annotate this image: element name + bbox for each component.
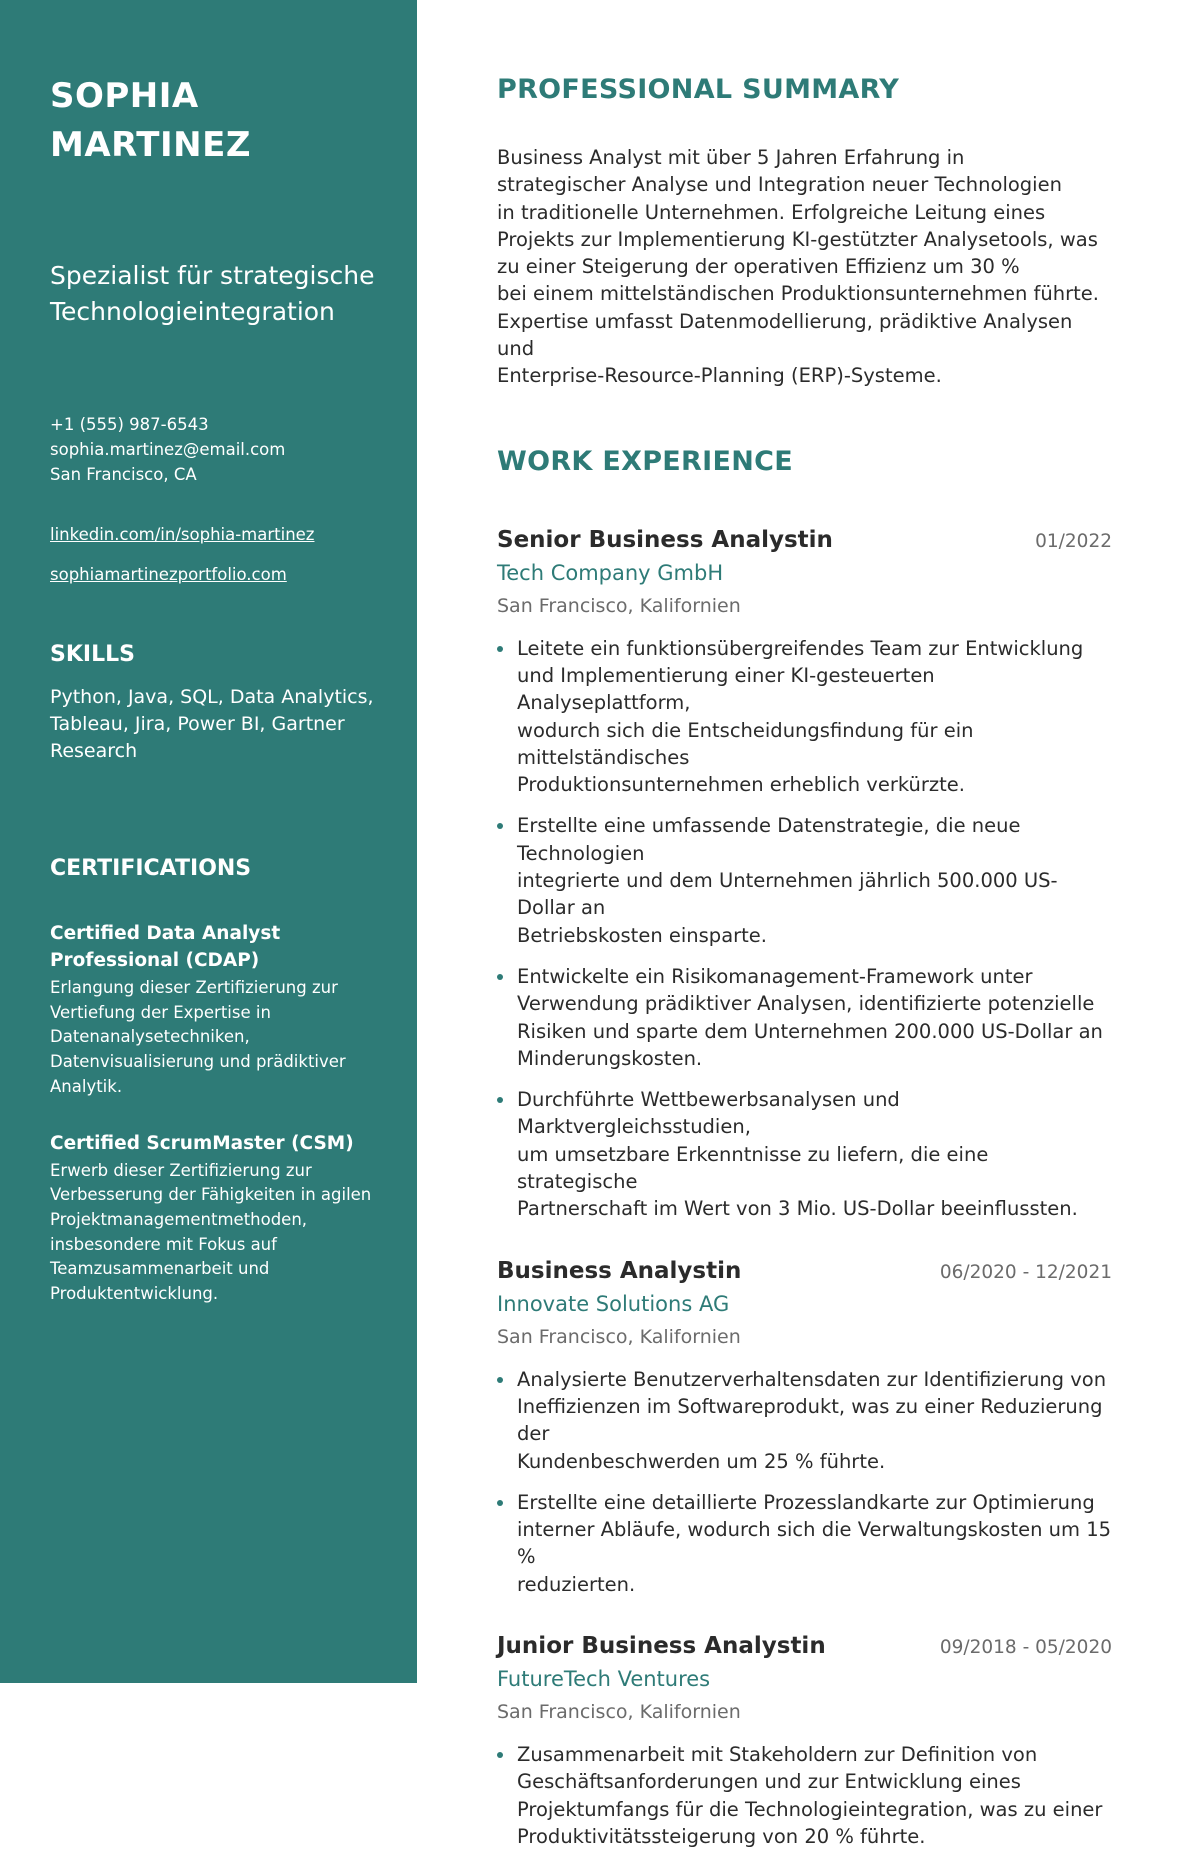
bullet-dot-icon xyxy=(497,823,503,829)
bullet-text: Zusammenarbeit mit Stakeholdern zur Definition von Geschäftsanforderungen und zur Entwicklung eines Projektumfangs für die Technologieintegration, was zu einer Produktivitätssteigerung von 20 % führte. xyxy=(517,1742,1103,1848)
portfolio-link[interactable]: sophiamartinezportfolio.com xyxy=(50,565,287,584)
job-entry xyxy=(497,524,1112,1223)
job-header xyxy=(497,1255,1112,1287)
skills-list: Python, Java, SQL, Data Analytics, Tableau, Jira, Power BI, Gartner Research xyxy=(50,686,374,762)
bullet-text: Erstellte eine detaillierte Prozesslandkarte zur Optimierung interner Abläufe, wodurch sich die Verwaltungskosten um 15 % reduzierten. xyxy=(517,1490,1112,1596)
bullet-text: Leitete ein funktionsübergreifendes Team zur Entwicklung und Implementierung einer KI-gesteuerten Analyseplattform, wodurch sich die Entscheidungsfindung für ein mittelständisches Produktionsunternehmen erheblich verkürzte. xyxy=(517,636,1084,797)
sidebar xyxy=(0,0,417,1683)
certifications-heading: CERTIFICATIONS xyxy=(50,856,252,881)
job-date: 09/2018 - 05/2020 xyxy=(939,1636,1112,1658)
bullet-dot-icon xyxy=(497,1377,503,1383)
job-title-headline: Spezialist für strategische Technologieintegration xyxy=(50,261,375,326)
phone-number: +1 (555) 987-6543 xyxy=(50,415,209,434)
certification-description: Erwerb dieser Zertifizierung zur Verbesserung der Fähigkeiten in agilen Projektmanagementmethoden, insbesondere mit Fokus auf Teamzusammenarbeit und Produktentwicklung. xyxy=(50,1160,372,1304)
bullet-dot-icon xyxy=(497,1097,503,1103)
job-location: San Francisco, Kalifornien xyxy=(497,1325,741,1348)
job-date: 01/2022 xyxy=(1035,530,1112,552)
summary-heading: PROFESSIONAL SUMMARY xyxy=(497,74,900,105)
contact-info xyxy=(50,412,377,487)
name-last: MARTINEZ xyxy=(50,125,251,165)
job-company: Tech Company GmbH xyxy=(497,560,724,585)
job-entry xyxy=(497,1630,1112,1850)
job-bullets xyxy=(497,1741,1112,1850)
bullet-item xyxy=(497,1086,1112,1222)
summary-text: Business Analyst mit über 5 Jahren Erfahrung in strategischer Analyse und Integration neuer Technologien in traditionelle Unternehmen. Erfolgreiche Leitung eines Projekts zur Implementierung KI-gestützter Analysetools, was zu einer Steigerung der operativen Effizienz um 30 % bei einem mittelständischen Produktionsunternehmen führte. Expertise umfasst Datenmodellierung, prädiktive Analysen und Enterprise-Resource-Planning (ERP)-Systeme. xyxy=(497,146,1099,388)
location: San Francisco, CA xyxy=(50,465,197,484)
job-bullets xyxy=(497,1366,1112,1598)
job-date: 06/2020 - 12/2021 xyxy=(939,1261,1112,1283)
job-title: Senior Business Analystin xyxy=(497,526,833,553)
job-location: San Francisco, Kalifornien xyxy=(497,1700,741,1723)
bullet-dot-icon xyxy=(497,974,503,980)
bullet-dot-icon xyxy=(497,1752,503,1758)
bullet-text: Erstellte eine umfassende Datenstrategie, die neue Technologien integrierte und dem Unternehmen jährlich 500.000 US-Dollar an Betriebskosten einsparte. xyxy=(517,814,1058,947)
name-first: SOPHIA xyxy=(50,76,199,116)
bullet-item xyxy=(497,635,1112,799)
job-bullets xyxy=(497,635,1112,1223)
certification-description: Erlangung dieser Zertifizierung zur Vertiefung der Expertise in Datenanalysetechniken, Datenvisualisierung und prädiktiver Analytik. xyxy=(50,978,346,1096)
job-title: Business Analystin xyxy=(497,1257,742,1284)
job-location: San Francisco, Kalifornien xyxy=(497,594,741,617)
certifications-list xyxy=(50,920,377,1307)
email-address: sophia.martinez@email.com xyxy=(50,440,286,459)
bullet-item xyxy=(497,812,1112,948)
job-entry xyxy=(497,1255,1112,1598)
certification-item xyxy=(50,920,377,1100)
certification-item xyxy=(50,1130,377,1307)
bullet-text: Analysierte Benutzerverhaltensdaten zur Identifizierung von Ineffizienzen im Softwareprodukt, was zu einer Reduzierung der Kundenbeschwerden um 25 % führte. xyxy=(517,1367,1107,1473)
work-experience-heading: WORK EXPERIENCE xyxy=(497,445,793,477)
bullet-item xyxy=(497,1741,1112,1850)
certification-name: Certified Data Analyst Professional (CDAP) xyxy=(50,923,281,971)
job-company: FutureTech Ventures xyxy=(497,1666,711,1691)
job-header xyxy=(497,524,1112,556)
job-company: Innovate Solutions AG xyxy=(497,1291,730,1316)
bullet-dot-icon xyxy=(497,646,503,652)
bullet-item xyxy=(497,963,1112,1072)
job-header xyxy=(497,1630,1112,1662)
bullet-item xyxy=(497,1489,1112,1598)
skills-heading: SKILLS xyxy=(50,642,135,667)
bullet-text: Durchführte Wettbewerbsanalysen und Marktvergleichsstudien, um umsetzbare Erkenntnisse zu liefern, die eine strategische Partnerschaft im Wert von 3 Mio. US-Dollar beeinflussten. xyxy=(517,1088,1078,1221)
candidate-name xyxy=(50,72,377,170)
linkedin-link[interactable]: linkedin.com/in/sophia-martinez xyxy=(50,525,315,544)
main-content xyxy=(417,0,1190,1848)
bullet-text: Entwickelte ein Risikomanagement-Framework unter Verwendung prädiktiver Analysen, identifizierte potenzielle Risiken und sparte dem Unternehmen 200.000 US-Dollar an Minderungskosten. xyxy=(517,964,1103,1070)
bullet-dot-icon xyxy=(497,1500,503,1506)
certification-name: Certified ScrumMaster (CSM) xyxy=(50,1132,354,1154)
bullet-item xyxy=(497,1366,1112,1475)
job-title: Junior Business Analystin xyxy=(497,1632,826,1659)
